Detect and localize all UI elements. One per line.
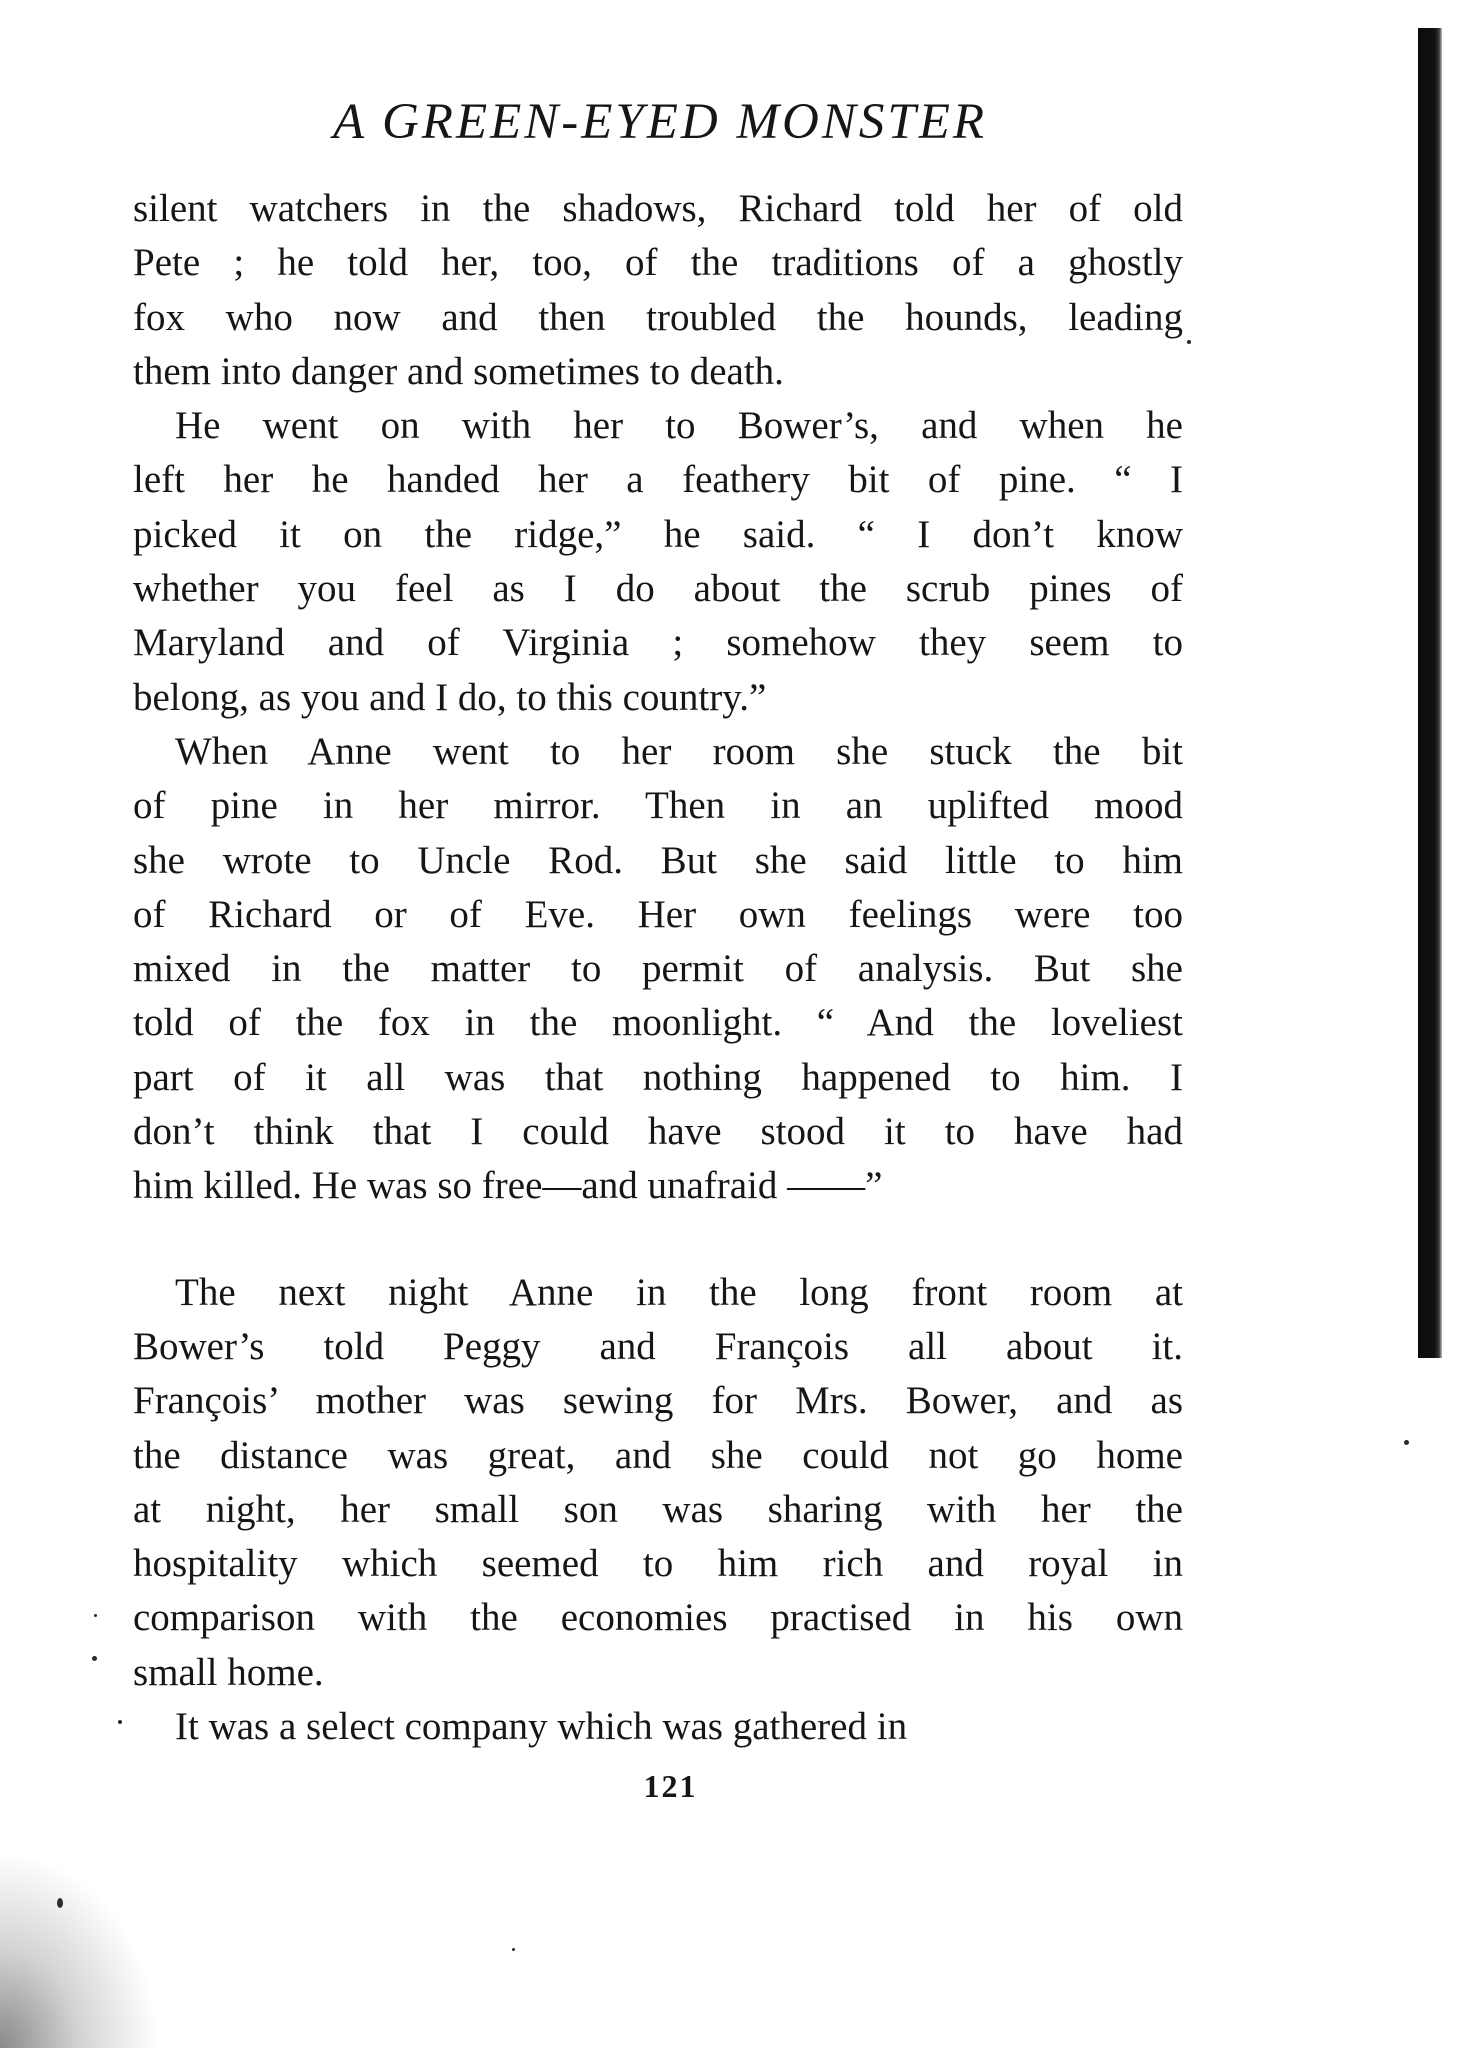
text-line: hospitality which seemed to him rich and royal in	[133, 1542, 1183, 1586]
text-line: them into danger and sometimes to death.	[133, 349, 784, 393]
text-line: Maryland and of Virginia ; somehow they seem to	[133, 621, 1183, 665]
section-break	[133, 1214, 1183, 1266]
text-line: Pete ; he told her, too, of the traditions of a ghostly	[133, 241, 1183, 285]
text-line: comparison with the economies practised in his own	[133, 1596, 1183, 1640]
text-line: left her he handed her a feathery bit of pine. “ I	[133, 458, 1183, 502]
page-number: 121	[643, 1768, 698, 1804]
running-head: A GREEN-EYED MONSTER	[332, 94, 988, 150]
text-line: fox who now and then troubled the hounds, leading	[133, 295, 1183, 339]
text-line: belong, as you and I do, to this country.”	[133, 675, 767, 719]
text-line: part of it all was that nothing happened to him. I	[133, 1055, 1183, 1099]
text-line: François’ mother was sewing for Mrs. Bower, and as	[133, 1379, 1183, 1423]
text-line: whether you feel as I do about the scrub pines of	[133, 567, 1183, 611]
text-line: small home.	[133, 1650, 324, 1694]
text-line: mixed in the matter to permit of analysis. But she	[133, 947, 1183, 991]
text-line: of pine in her mirror. Then in an uplifted mood	[133, 784, 1183, 828]
text-line: don’t think that I could have stood it to have had	[133, 1110, 1183, 1154]
paragraph	[133, 725, 1183, 1214]
text-line: silent watchers in the shadows, Richard told her of old	[133, 187, 1183, 230]
scan-speck	[1404, 1440, 1409, 1445]
scan-speck	[92, 1656, 97, 1661]
scan-speck	[1187, 340, 1191, 344]
paragraph	[133, 399, 1183, 725]
text-line: she wrote to Uncle Rod. But she said little to him	[133, 838, 1183, 882]
text-line: When Anne went to her room she stuck the bit	[175, 729, 1183, 773]
scan-corner-smudge	[0, 1850, 160, 2048]
page-number-container	[0, 1768, 1471, 1805]
text-line: at night, her small son was sharing with her the	[133, 1487, 1183, 1531]
text-line: told of the fox in the moonlight. “ And the loveliest	[133, 1001, 1183, 1045]
text-line: He went on with her to Bower’s, and when he	[175, 404, 1183, 448]
text-line: picked it on the ridge,” he said. “ I don’t know	[133, 512, 1183, 556]
body-text	[133, 182, 1183, 1754]
scan-speck	[512, 1948, 515, 1951]
text-line: the distance was great, and she could not go home	[133, 1433, 1183, 1477]
paragraph	[133, 182, 1183, 399]
text-line: of Richard or of Eve. Her own feelings were too	[133, 892, 1183, 936]
text-line: him killed. He was so free—and unafraid ——”	[133, 1164, 883, 1208]
text-line: Bower’s told Peggy and François all about it.	[133, 1324, 1183, 1368]
scan-speck	[94, 1614, 97, 1617]
binding-edge-shadow	[1418, 28, 1442, 1358]
paragraph	[133, 1700, 1183, 1754]
text-line: The next night Anne in the long front room at	[175, 1270, 1183, 1314]
paragraph	[133, 1266, 1183, 1700]
scan-speck	[118, 1720, 122, 1724]
text-line: It was a select company which was gathered in	[175, 1705, 908, 1749]
